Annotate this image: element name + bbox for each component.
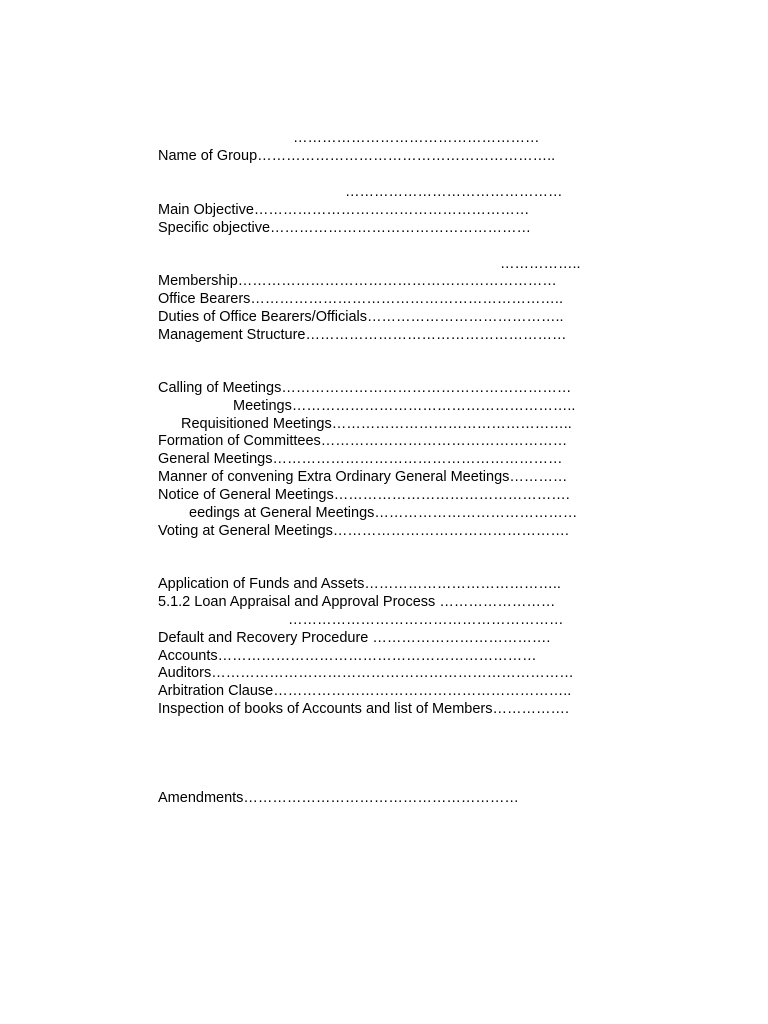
meetings-line: Meetings…………………………………………………..: [233, 398, 576, 414]
auditors-line: Auditors…………………………………………………………………: [158, 665, 574, 681]
office-bearers-line: Office Bearers………………………………………………………..: [158, 291, 563, 307]
main-objective-line: Main Objective…………………………………………………: [158, 202, 530, 218]
extra-ordinary-meetings-line: Manner of convening Extra Ordinary General Meetings…………: [158, 469, 568, 485]
requisitioned-meetings-line: Requisitioned Meetings…………………………………………..: [181, 416, 572, 432]
application-of-funds-line: Application of Funds and Assets…………………………………..: [158, 576, 561, 592]
voting-at-general-meetings-line: Voting at General Meetings………………………………………….: [158, 523, 569, 539]
dotted-line-heading-1: ……………………………………………: [293, 130, 540, 146]
management-structure-line: Management Structure………………………………………………: [158, 327, 567, 343]
name-of-group-line: Name of Group……………………………………………………..: [158, 148, 556, 164]
dotted-line-heading-3: ……………..: [500, 256, 581, 272]
amendments-line: Amendments…………………………………………………: [158, 790, 519, 806]
inspection-of-books-line: Inspection of books of Accounts and list of Members…………….: [158, 701, 570, 717]
formation-of-committees-line: Formation of Committees……………………………………………: [158, 433, 568, 449]
default-and-recovery-line: Default and Recovery Procedure ……………………………….: [158, 630, 551, 646]
calling-of-meetings-line: Calling of Meetings……………………………………………………: [158, 380, 572, 396]
dotted-line-continuation: …………………………………………………: [288, 612, 564, 628]
notice-of-general-meetings-line: Notice of General Meetings………………………………………….: [158, 487, 570, 503]
accounts-line: Accounts…………………………………………………………: [158, 648, 537, 664]
general-meetings-line: General Meetings……………………………………………………: [158, 451, 563, 467]
dotted-line-heading-2: ………………………………………: [345, 184, 563, 200]
membership-line: Membership…………………………………………………………: [158, 273, 557, 289]
specific-objective-line: Specific objective………………………………………………: [158, 220, 532, 236]
arbitration-clause-line: Arbitration Clause……………………………………………………..: [158, 683, 572, 699]
loan-appraisal-line: 5.1.2 Loan Appraisal and Approval Process ……………………: [158, 594, 556, 610]
proceedings-at-general-meetings-line: eedings at General Meetings……………………………………: [189, 505, 578, 521]
duties-of-office-bearers-line: Duties of Office Bearers/Officials…………………………………..: [158, 309, 564, 325]
